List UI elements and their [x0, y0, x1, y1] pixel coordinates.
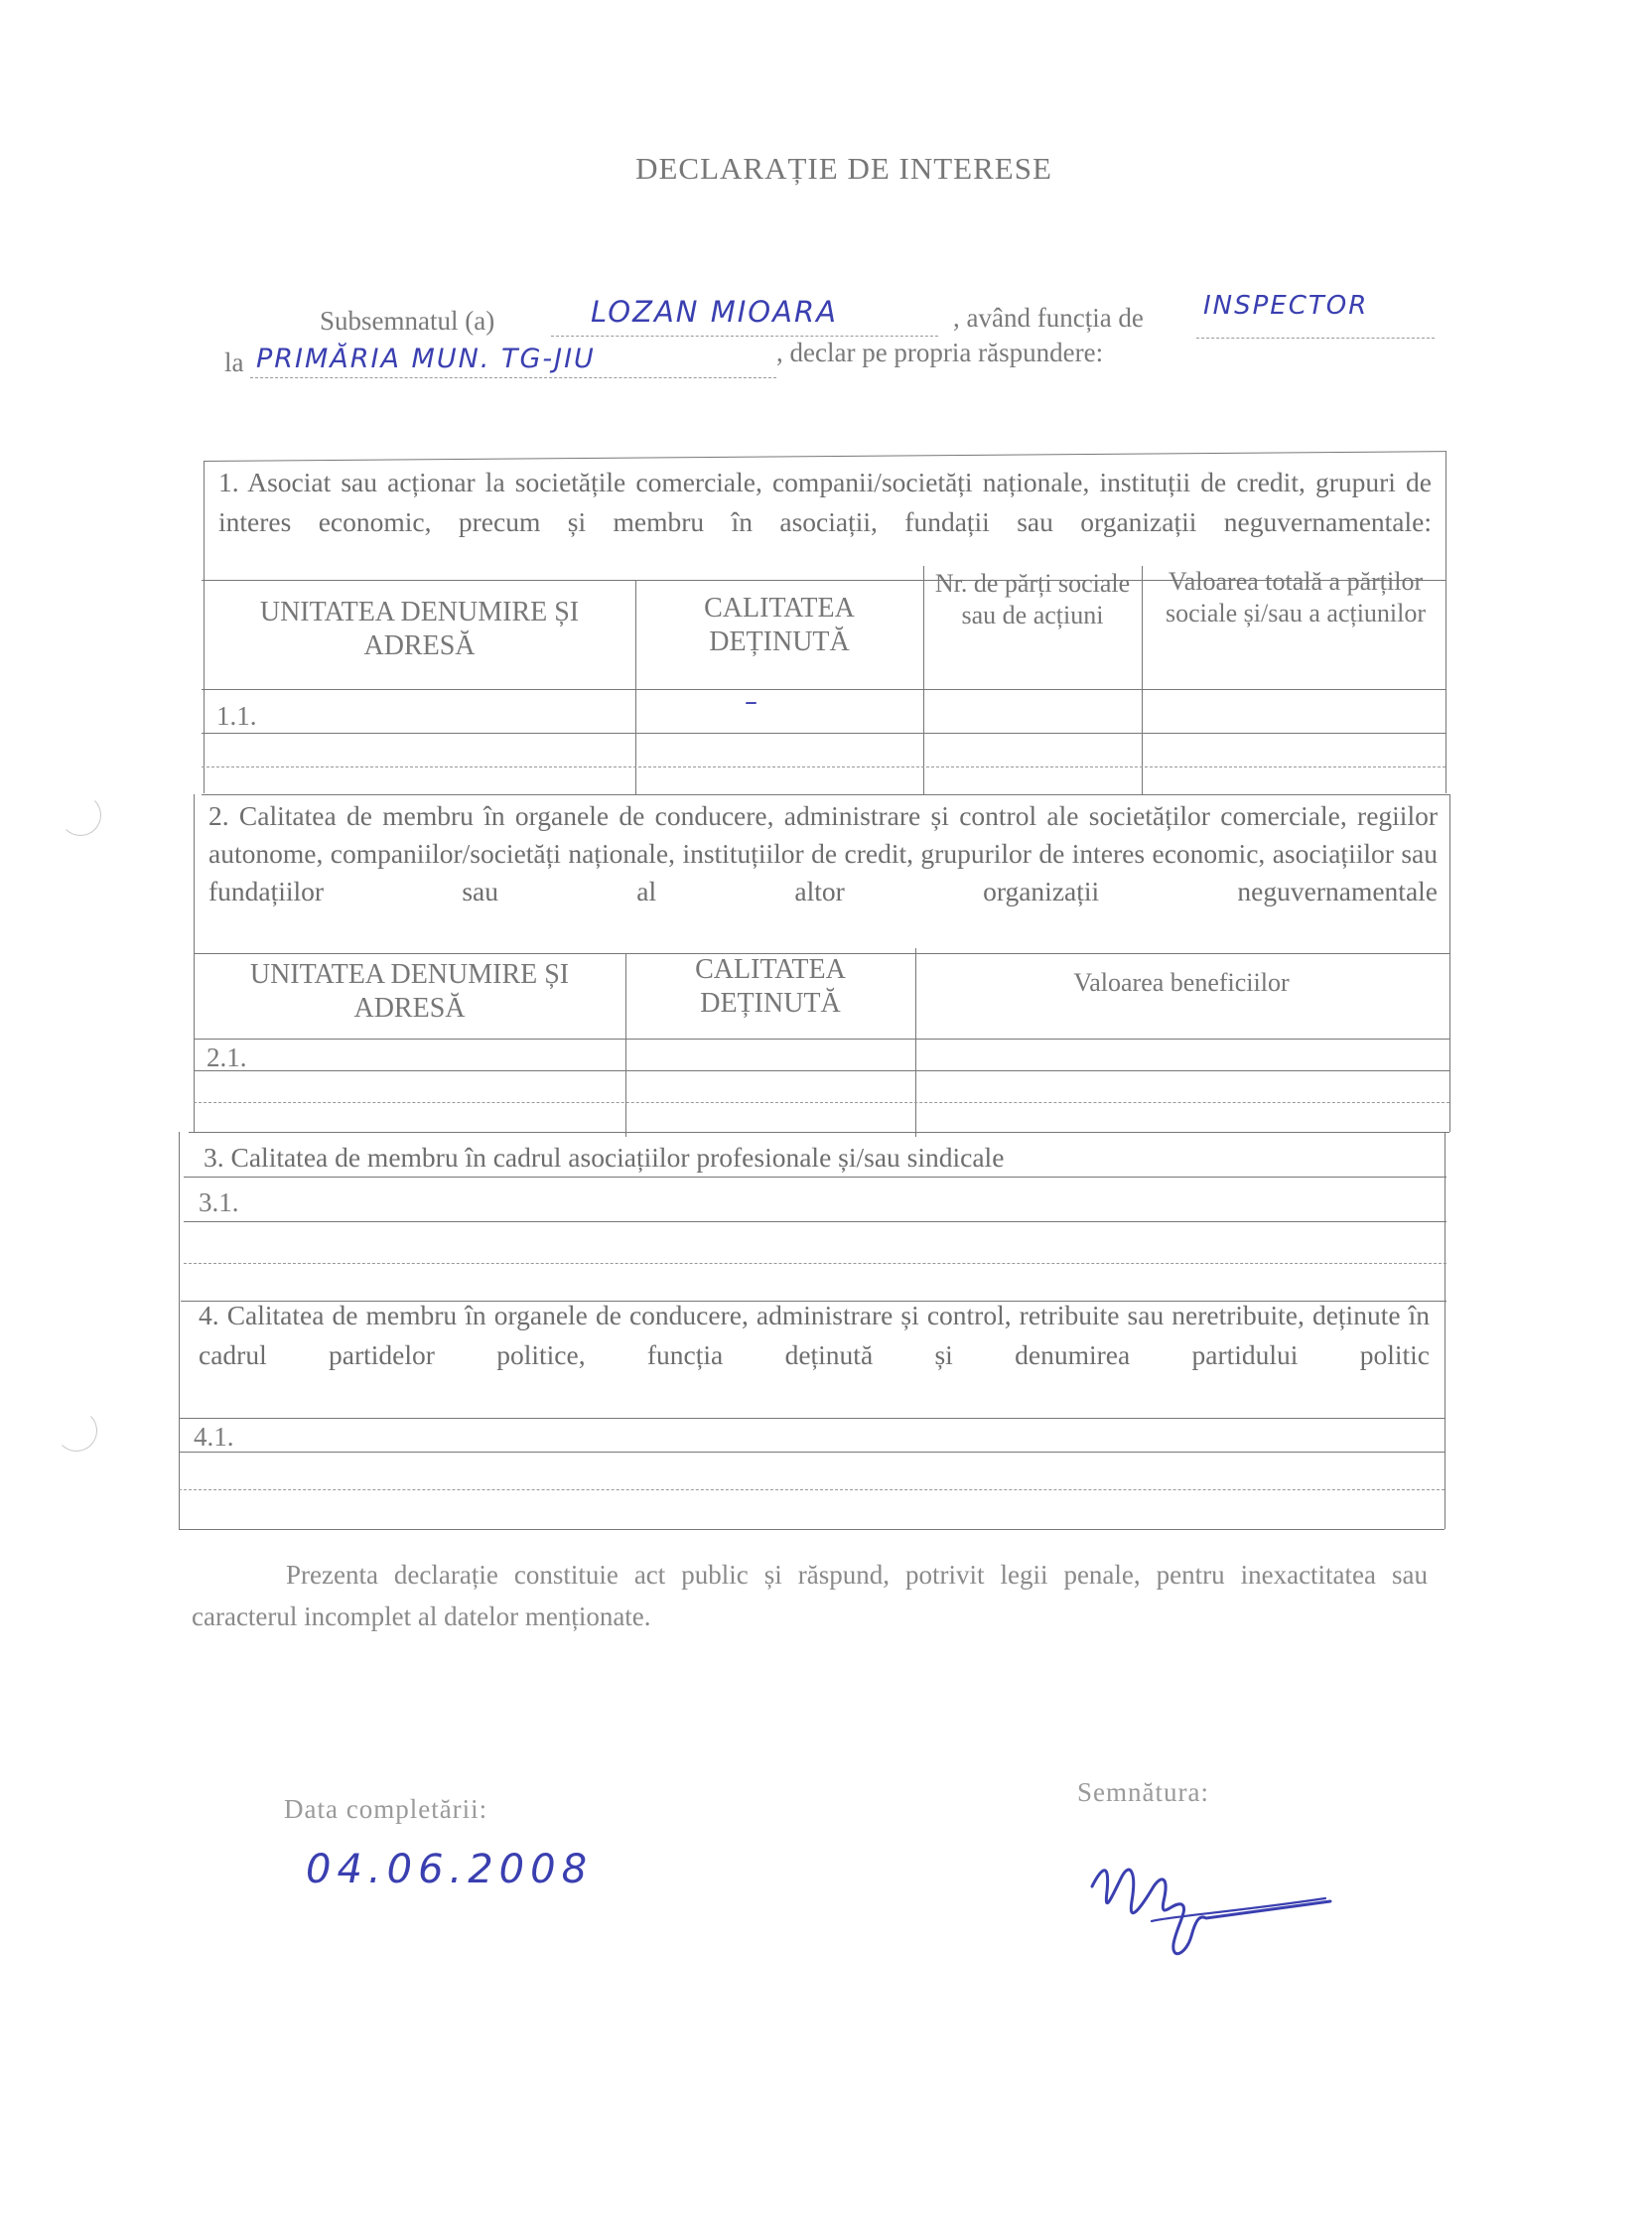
intro-prefix: Subsemnatul (a)	[320, 306, 495, 336]
s1-col-shares: Nr. de părți sociale sau de acțiuni	[934, 569, 1131, 629]
declarant-function: INSPECTOR	[1203, 291, 1369, 321]
declare-label: , declar pe propria răspundere:	[776, 338, 1104, 367]
punch-hole-bottom	[56, 1410, 97, 1452]
section2-text: 2. Calitatea de membru în organele de conducere, administrare și control ale societăților comerciale, regiilor autonome, companiilor/societăți naționale, instituțiilor de credit, grupurilor de interes economic, asociațiilor sau fundațiilor sau al altor organizații neguvernamentale	[208, 800, 1438, 906]
s3-row-label: 3.1.	[199, 1187, 239, 1217]
s1-row-label: 1.1.	[216, 701, 257, 731]
s2-row-label: 2.1.	[206, 1043, 247, 1072]
s2-col-quality: CALITATEA DEȚINUTĂ	[695, 954, 846, 1020]
section3-text: 3. Calitatea de membru în cadrul asociațiilor profesionale și/sau sindicale	[204, 1142, 1005, 1173]
function-label: , având funcția de	[953, 303, 1144, 333]
section4-text: 4. Calitatea de membru în organele de conducere, administrare și control, retribuite sau neretribuite, deținute în cadrul partidelor politice, funcția deținută și denumirea partidului politic	[199, 1300, 1430, 1370]
at-label: la	[224, 348, 244, 377]
institution-underline	[250, 377, 776, 378]
s1-col-unit: UNITATEA DENUMIRE ȘI ADRESĂ	[259, 597, 580, 662]
name-underline	[551, 336, 938, 337]
function-underline	[1196, 338, 1435, 339]
document-title: DECLARAȚIE DE INTERESE	[635, 151, 1052, 186]
date-label: Data completării:	[284, 1794, 488, 1824]
s2-col-unit: UNITATEA DENUMIRE ȘI ADRESĂ	[249, 959, 570, 1025]
declarant-institution: PRIMĂRIA MUN. TG-JIU	[256, 344, 596, 374]
s1-col-quality: CALITATEA DEȚINUTĂ	[704, 593, 855, 658]
completion-date: 04.06.2008	[306, 1847, 594, 1892]
s1-row-mark: –	[745, 687, 759, 717]
legal-statement: Prezenta declarație constituie act public și răspund, potrivit legii penale, pentru inexactitatea sau caracterul incomplet al datelor menționate.	[192, 1560, 1428, 1631]
s1-col-value: Valoarea totală a părților sociale și/sau a acțiunilor	[1165, 567, 1427, 627]
section1-text: 1. Asociat sau acționar la societățile comerciale, companii/societăți naționale, instituții de credit, grupuri de interes economic, precum și membru în asociații, fundații sau organizații neguvernamentale:	[218, 467, 1432, 537]
punch-hole-top	[60, 794, 101, 836]
signature-label: Semnătura:	[1077, 1777, 1209, 1807]
declarant-name: LOZAN MIOARA	[591, 295, 838, 329]
signature-image	[1082, 1847, 1340, 1986]
s2-col-benefits: Valoarea beneficiilor	[1073, 968, 1290, 997]
s4-row-label: 4.1.	[194, 1422, 234, 1452]
